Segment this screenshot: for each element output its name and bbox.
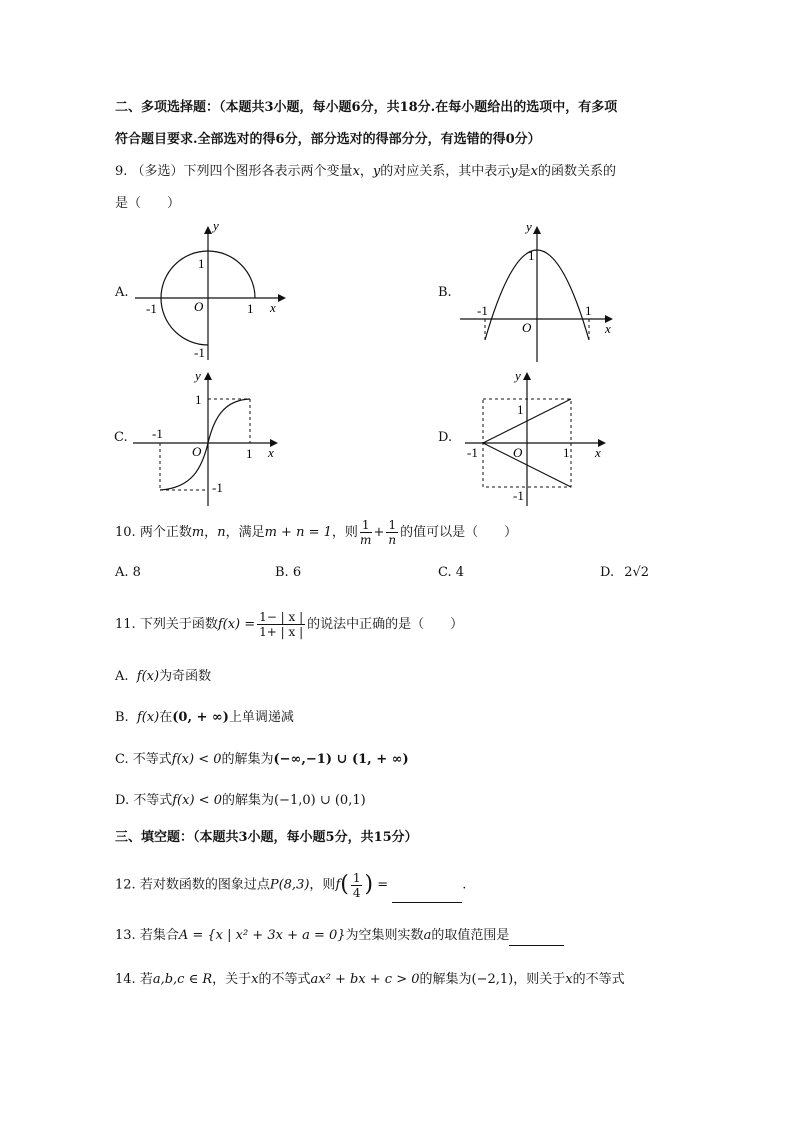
q12-frac-num: 1 — [352, 870, 361, 885]
q11-frac — [257, 610, 305, 639]
q10-text-part4: 的值可以是（ ） — [400, 525, 518, 540]
q14-text-part6: 的不等式 — [572, 972, 625, 987]
q11-option-d-math: f(x) < 0 — [172, 793, 222, 808]
graph-a-origin: O — [194, 299, 204, 314]
option-c-label: C. — [114, 430, 128, 445]
section2-heading-line1: 二、多项选择题：（本题共3小题，每小题6分，共18分.在每小题给出的选项中，有多项 — [115, 100, 618, 115]
q10-n: n — [217, 525, 226, 540]
q14-text-part5: ，则关于 — [513, 972, 566, 987]
q9-var-x2: x — [530, 164, 539, 179]
graph-c-tick-neg: -1 — [152, 426, 163, 441]
q13-number: 13. — [115, 928, 136, 943]
q11-option-b[interactable] — [115, 708, 294, 728]
q11-option-d-text-b: 的解集为 — [221, 793, 274, 808]
graph-b-origin: O — [522, 320, 532, 335]
q11-frac-den: 1+ | x | — [259, 625, 304, 639]
graph-b-tick-pos: 1 — [585, 303, 592, 318]
q12-frac — [351, 871, 363, 900]
q9-text-line2: 是（ ） — [115, 196, 181, 211]
q13-set: A = {x | x² + 3x + a = 0} — [178, 928, 346, 943]
q11-text-part2: 的说法中正确的是（ ） — [307, 617, 464, 632]
q10-number: 10. — [115, 525, 136, 540]
q14-number: 14. — [115, 972, 136, 987]
section3-heading: 三、填空题：（本题共3小题，每小题5分，共15分） — [115, 830, 418, 845]
graph-a-tick-neg: -1 — [146, 301, 157, 316]
q11-option-c-math: f(x) < 0 — [171, 752, 222, 767]
option-b-label: B. — [438, 285, 452, 300]
q10-option-d-value: 2√2 — [624, 565, 650, 580]
q14-vars: a,b,c ∈ R — [152, 972, 213, 987]
graph-c-ytick-neg: -1 — [212, 480, 223, 495]
q11-frac-num: 1− | x | — [259, 610, 304, 624]
graph-d-tick-neg: -1 — [467, 445, 478, 460]
graph-d-origin: O — [513, 445, 523, 460]
graph-b — [455, 222, 620, 367]
graph-b-tick-neg: -1 — [477, 303, 488, 318]
graph-a-y-axis-label: y — [213, 222, 219, 233]
graph-c-ytick-pos: 1 — [195, 392, 202, 407]
q9-text-part1: （多选）下列四个图形各表示两个变量 — [131, 164, 353, 179]
q12-answer-blank[interactable] — [392, 902, 462, 903]
q10-frac2-num: 1 — [388, 518, 397, 532]
q11-option-b-text-a: 在 — [159, 710, 173, 725]
q10-text-part3: ，则 — [331, 525, 358, 540]
q10-text-part1: 两个正数 — [139, 525, 192, 540]
q12-text: 12. 若对数函数的图象过点P(8,3)，则f( $\frac{1}{4}$ ) = . — [115, 868, 466, 903]
q9-text-part2: 的对应关系，其中表示 — [380, 164, 511, 179]
graph-c-x-axis-label: x — [268, 445, 274, 460]
graph-d-y-axis-label: y — [515, 368, 521, 383]
q11-option-c-text-b: 的解集为 — [221, 752, 274, 767]
q13-text-part2: 为空集则实数 — [345, 928, 424, 943]
graph-c-tick-pos: 1 — [246, 446, 253, 461]
option-d-label: D. — [438, 430, 453, 445]
q11-option-d-interval: (−1,0) ∪ (0,1) — [273, 793, 366, 808]
q11-option-b-label: B. — [115, 710, 129, 725]
q11-option-b-math: f(x) — [136, 710, 160, 725]
q10-frac1-num: 1 — [361, 518, 370, 532]
q13-text-part1: 若集合 — [139, 928, 179, 943]
q11-number: 11. — [115, 617, 136, 632]
q14-x1: x — [251, 972, 259, 987]
graph-c-origin: O — [192, 444, 202, 459]
q9-text — [115, 162, 616, 182]
graph-c — [130, 368, 290, 510]
q11-fx: f(x) = — [217, 617, 256, 632]
q9-number: 9. — [115, 164, 128, 179]
graph-d-ytick-neg: -1 — [513, 488, 524, 503]
q12-number: 12. — [115, 877, 136, 893]
q10-text-part2: ，满足 — [225, 525, 265, 540]
q11-option-d-label: D. — [115, 793, 130, 808]
q14-text-part2: ，关于 — [212, 972, 252, 987]
graph-a-ytick-neg: -1 — [194, 345, 205, 360]
graph-d-x-axis-label: x — [595, 445, 601, 460]
q12-text-part1: 若对数函数的图象过点 — [139, 877, 270, 893]
q12-point: P(8,3) — [269, 877, 310, 893]
q11-option-d-text-a: 不等式 — [133, 793, 173, 808]
q13-text — [115, 926, 564, 946]
graph-d — [455, 368, 620, 510]
q11-option-a[interactable] — [115, 667, 211, 687]
q13-answer-blank[interactable] — [509, 945, 564, 946]
q9-var-y: y — [372, 164, 381, 179]
q12-eq: = — [377, 877, 389, 893]
q10-frac2-den: n — [388, 533, 397, 547]
q11-option-a-text: 为奇函数 — [159, 669, 212, 684]
q11-text — [115, 608, 463, 642]
q14-text-part1: 若 — [139, 972, 153, 987]
q14-x2: x — [565, 972, 573, 987]
graph-a-x-axis-label: x — [270, 300, 276, 315]
q11-option-a-math: f(x) — [136, 669, 160, 684]
q14-text-part3: 的不等式 — [258, 972, 311, 987]
q11-option-c[interactable] — [115, 750, 409, 770]
q10-text — [115, 518, 517, 548]
q11-option-c-label: C. — [115, 752, 129, 767]
q14-text-part4: 的解集为 — [419, 972, 472, 987]
q9-text-part4: 的函数关系的 — [538, 164, 617, 179]
q10-frac1-den: m — [360, 533, 372, 547]
q11-option-b-interval: (0, + ∞) — [172, 710, 229, 725]
graph-b-x-axis-label: x — [605, 321, 611, 336]
q10-option-b[interactable]: B. 6 — [275, 565, 302, 580]
q9-text-part3: 是 — [517, 164, 531, 179]
graph-c-y-axis-label: y — [195, 368, 201, 383]
q13-text-part3: 的取值范围是 — [431, 928, 510, 943]
q10-option-a[interactable]: A. 8 — [115, 565, 141, 580]
q9-comma: ， — [359, 164, 373, 179]
q11-option-a-label: A. — [115, 669, 129, 684]
q10-sep: ， — [204, 525, 218, 540]
q12-frac-den: 4 — [352, 885, 361, 900]
q14-text — [115, 970, 625, 990]
q11-option-c-text-a: 不等式 — [132, 752, 172, 767]
graph-a — [130, 222, 290, 367]
q10-option-c[interactable]: C. 4 — [438, 565, 465, 580]
q9-var-y2: y — [510, 164, 518, 179]
q12-text-part2: ，则 — [309, 877, 336, 893]
section2-heading-line2: 符合题目要求.全部选对的得6分，部分选对的得部分分，有选错的得0分） — [115, 132, 541, 147]
q10-condition: m + n = 1 — [264, 525, 332, 540]
q11-option-d[interactable] — [115, 791, 366, 811]
q10-frac1 — [360, 518, 372, 547]
q11-text-part1: 下列关于函数 — [139, 617, 218, 632]
graph-b-y-axis-label: y — [526, 222, 532, 234]
q9-var-x: x — [352, 164, 360, 179]
q14-ineq: ax² + bx + c > 0 — [310, 972, 420, 987]
q10-option-d-label: D. — [600, 565, 615, 580]
q12-end: . — [462, 877, 467, 893]
q11-option-b-text-b: 上单调递减 — [228, 710, 294, 725]
q13-a: a — [423, 928, 432, 943]
q12-f: f — [335, 877, 341, 893]
q14-interval: (−2,1) — [471, 972, 514, 987]
q10-plus: + — [373, 525, 385, 540]
q10-option-d[interactable] — [600, 563, 649, 583]
graph-a-tick-pos: 1 — [247, 301, 254, 316]
q10-frac2 — [386, 518, 398, 547]
q10-m: m — [191, 525, 205, 540]
graph-a-ytick-pos: 1 — [198, 256, 205, 271]
q11-option-c-interval: (−∞,−1) ∪ (1, + ∞) — [273, 752, 409, 767]
graph-b-ytick-pos: 1 — [528, 248, 535, 263]
option-a-label: A. — [115, 285, 129, 300]
graph-d-tick-pos: 1 — [563, 445, 570, 460]
graph-d-ytick-pos: 1 — [517, 402, 524, 417]
